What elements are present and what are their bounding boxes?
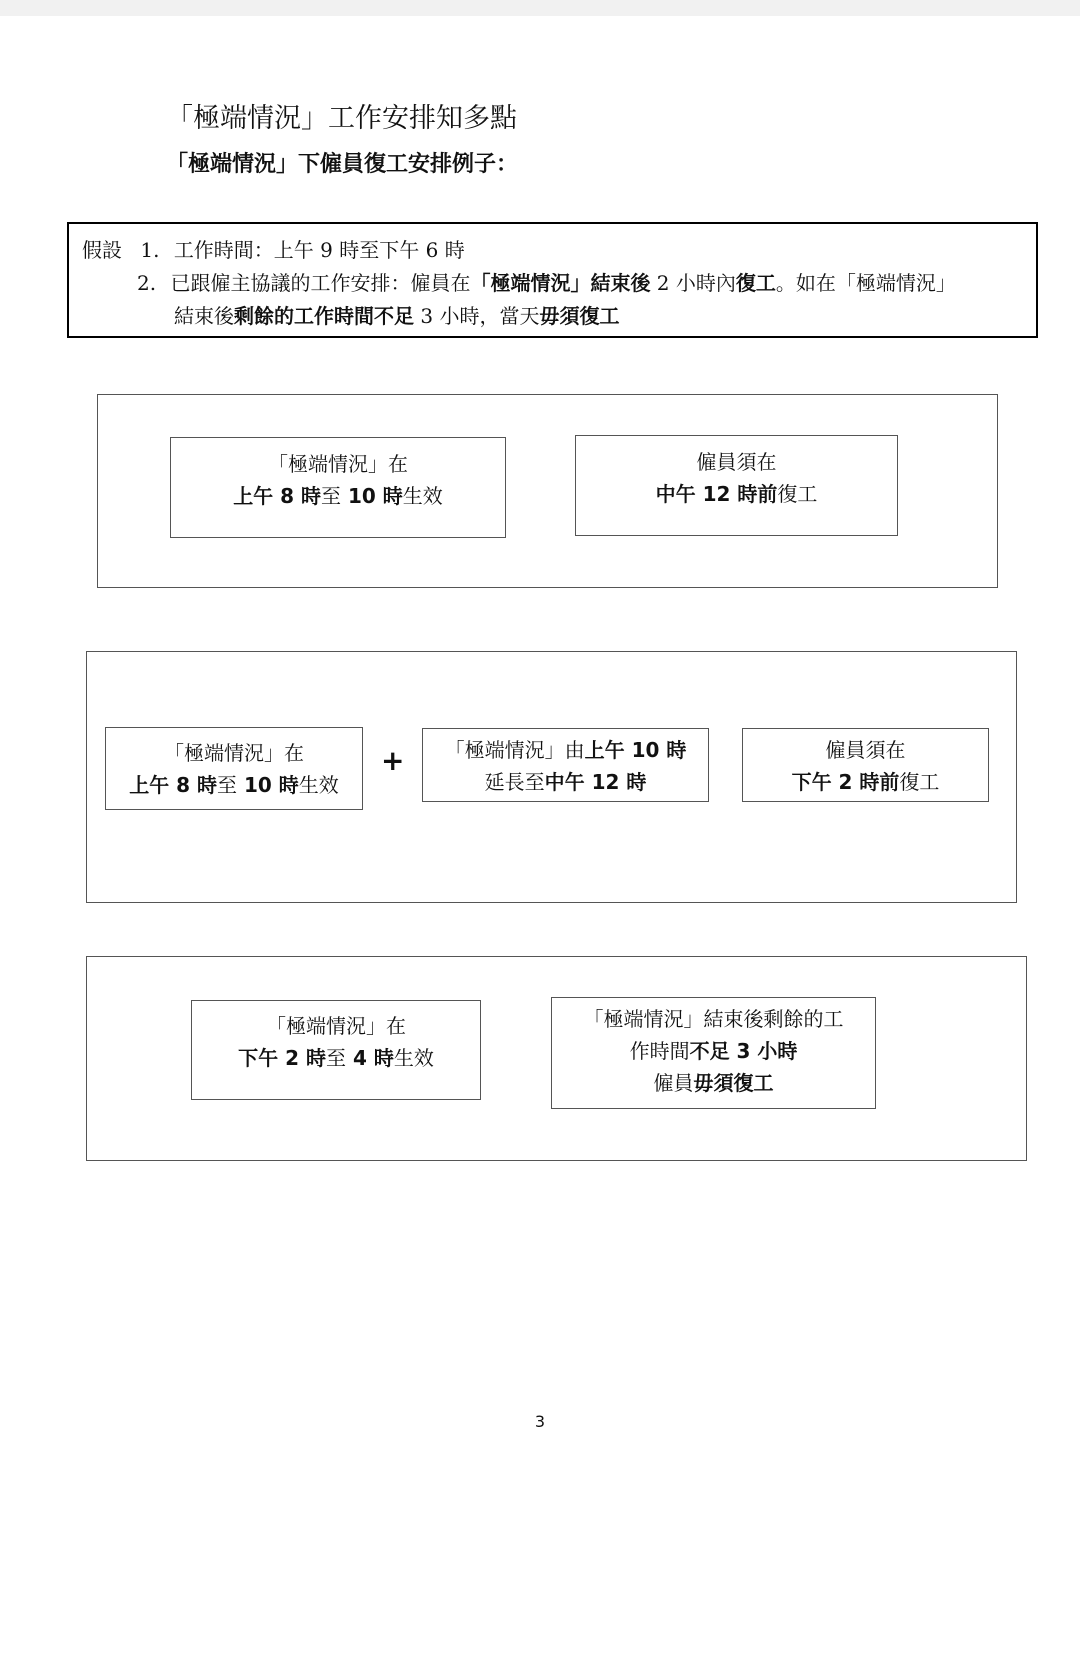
example2-condition-box xyxy=(105,727,363,810)
page-title: 「極端情況」工作安排知多點 xyxy=(166,103,517,134)
example3-result-line2: 作時間不足 3 小時 xyxy=(629,1039,798,1063)
example3-result-line1: 「極端情況」結束後剩餘的工 xyxy=(583,1007,844,1031)
assumption-box xyxy=(67,222,1038,338)
assumption-item2-text-f: 結束後 xyxy=(174,304,234,328)
page-number: 3 xyxy=(534,1412,546,1431)
example1-condition-line2: 上午 8 時至 10 時生效 xyxy=(233,484,443,508)
assumption-item2-number: 2. xyxy=(137,271,157,295)
example2-result-line1: 僱員須在 xyxy=(825,738,906,762)
assumption-line-3 xyxy=(174,300,619,329)
example3-condition-box xyxy=(191,1000,481,1100)
viewer-top-bar xyxy=(0,0,1080,16)
example2-extension-line1: 「極端情況」由上午 10 時 xyxy=(444,738,687,762)
example3-result-line3: 僱員毋須復工 xyxy=(653,1071,774,1095)
plus-sign: + xyxy=(381,744,405,777)
assumption-label: 假設 xyxy=(82,238,122,262)
example1-result-line1: 僱員須在 xyxy=(696,450,777,474)
assumption-item1-text: 工作時間：上午 9 時至下午 6 時 xyxy=(173,238,465,262)
assumption-item1-number: 1. xyxy=(140,238,160,262)
example2-extension-box xyxy=(422,728,709,802)
example1-condition-line1: 「極端情況」在 xyxy=(268,452,408,476)
example2-result-box xyxy=(742,728,989,802)
assumption-line-2 xyxy=(137,267,956,296)
assumption-line-1 xyxy=(82,234,465,263)
example3-result-box xyxy=(551,997,876,1109)
assumption-item2-text-i: 毋須復工 xyxy=(539,304,620,328)
assumption-item2-text-g: 剩餘的工作時間不足 xyxy=(234,304,414,328)
example2-condition-line1: 「極端情況」在 xyxy=(164,741,304,765)
example1-condition-box xyxy=(170,437,506,538)
assumption-item2-text-h: 3 小時，當天 xyxy=(414,304,540,328)
assumption-item2-text-b: 「極端情況」結束後 xyxy=(470,271,651,295)
example2-result-line2: 下午 2 時前復工 xyxy=(791,770,940,794)
assumption-item2-text-e: 。如在「極端情況」 xyxy=(775,271,956,295)
page-subtitle: 「極端情況」下僱員復工安排例子： xyxy=(166,152,519,177)
assumption-item2-text-d: 復工 xyxy=(735,271,776,295)
example3-condition-line1: 「極端情況」在 xyxy=(266,1014,406,1038)
assumption-item2-text-c: 2 小時內 xyxy=(650,271,736,295)
assumption-item2-text-a: 已跟僱主協議的工作安排：僱員在 xyxy=(170,271,471,295)
example2-condition-line2: 上午 8 時至 10 時生效 xyxy=(129,773,339,797)
example1-result-box xyxy=(575,435,898,536)
example3-condition-line2: 下午 2 時至 4 時生效 xyxy=(238,1046,434,1070)
example1-result-line2: 中午 12 時前復工 xyxy=(655,482,818,506)
example2-extension-line2: 延長至中午 12 時 xyxy=(484,770,647,794)
